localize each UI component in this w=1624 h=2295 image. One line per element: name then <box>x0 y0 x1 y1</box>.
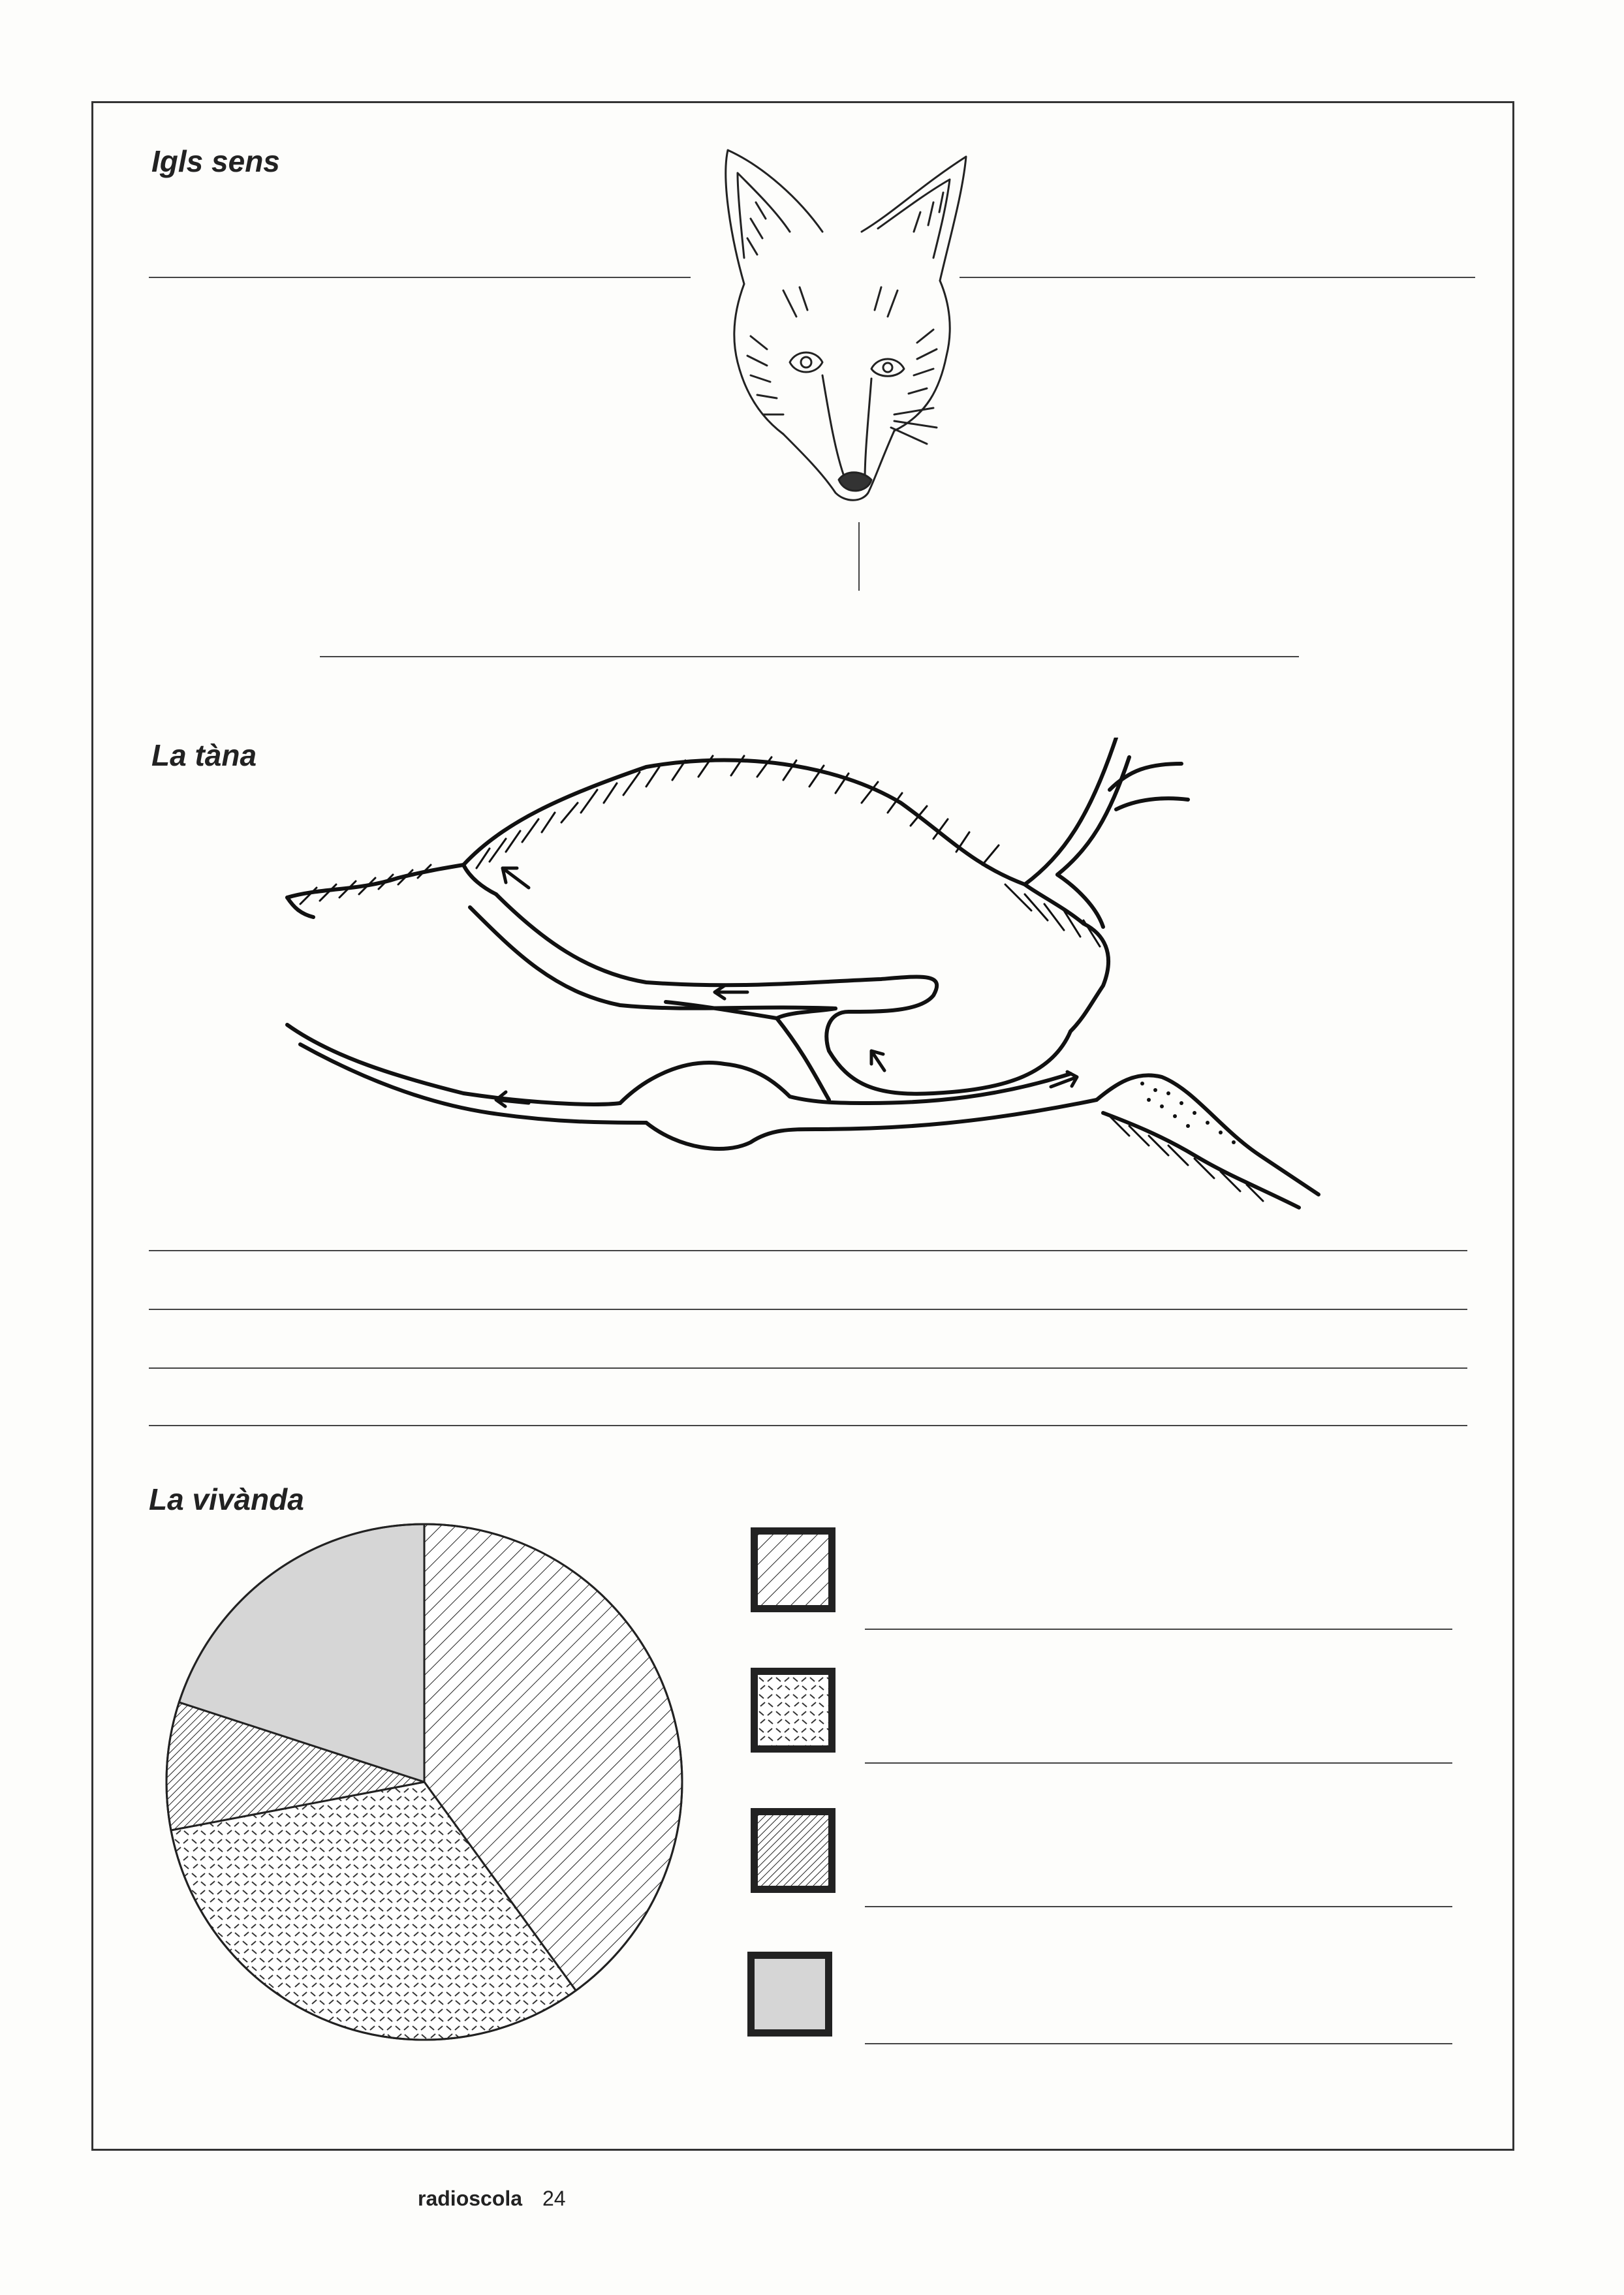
page-number: 24 <box>542 2187 566 2210</box>
legend-swatch-4 <box>747 1952 832 2037</box>
legend-line-4 <box>865 2043 1452 2044</box>
legend-swatch-3 <box>751 1808 835 1893</box>
label-line-right <box>960 277 1475 278</box>
den-tunnel-icon <box>281 738 1390 1221</box>
legend-line-1 <box>865 1629 1452 1630</box>
label-line-left <box>149 277 691 278</box>
label-line-vertical <box>858 522 860 591</box>
fox-head-icon <box>685 140 979 519</box>
legend-swatch-1 <box>751 1527 835 1612</box>
page-footer <box>418 2187 566 2211</box>
answer-line-4 <box>149 1425 1467 1426</box>
section-title-den: La tàna <box>151 738 257 772</box>
food-pie-chart <box>157 1514 692 2050</box>
footer-brand: radioscola <box>418 2187 523 2210</box>
section-title-senses: Igls sens <box>151 144 280 178</box>
section-title-food: La vivànda <box>149 1482 304 1516</box>
legend-line-3 <box>865 1906 1452 1907</box>
label-line-bottom <box>320 656 1299 657</box>
answer-line-2 <box>149 1309 1467 1310</box>
legend-swatch-2 <box>751 1668 835 1753</box>
answer-line-3 <box>149 1367 1467 1369</box>
legend-line-2 <box>865 1762 1452 1764</box>
answer-line-1 <box>149 1250 1467 1251</box>
